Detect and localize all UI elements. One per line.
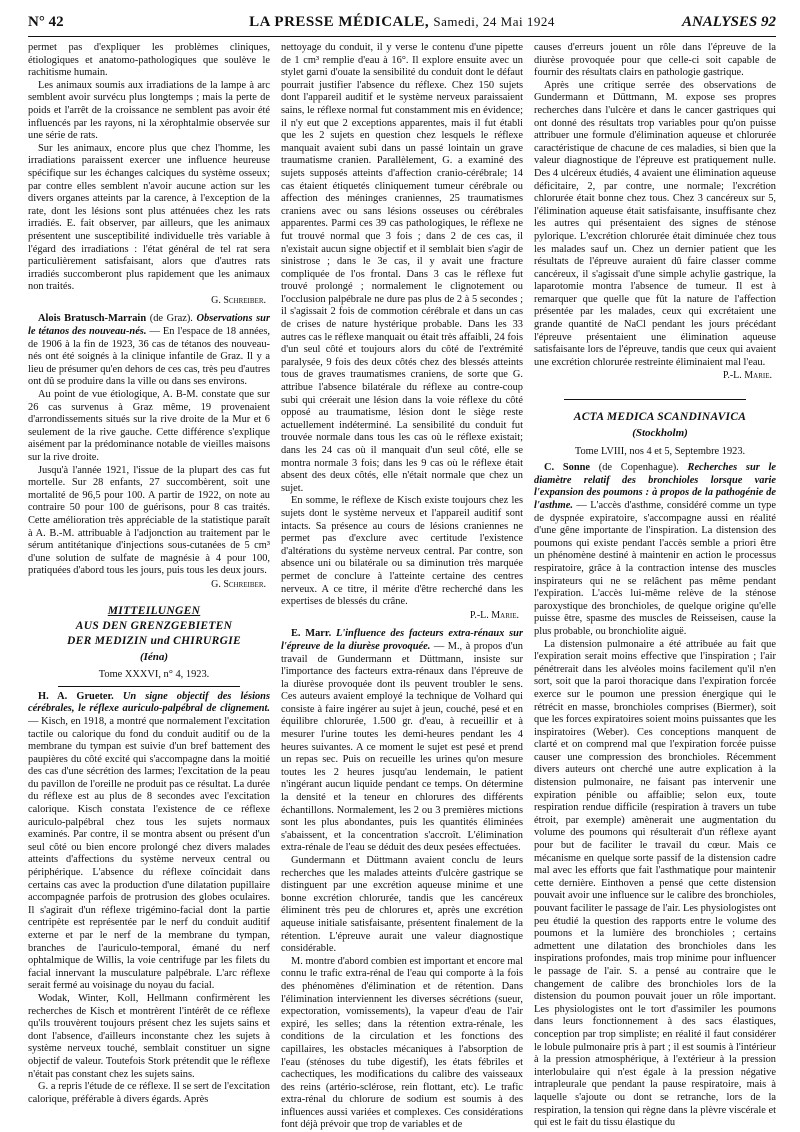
paragraph: causes d'erreurs jouent un rôle dans l'épreuve de la diurèse provoquée pour que celle-ci soit capable de fournir des résultats clairs en pathologie gastrique. <box>534 42 776 79</box>
article-body: — L'accès d'asthme, considéré comme un type de dyspnée expiratoire, s'accompagne aussi en réalité d'une gêne importante de l'inspiration. La distension des poumons qui existe pendant l'accès semble a priori être un phénomène destiné à maintenir en action le processus respiratoire, grâce à la contraction intense des muscles inspirateurs qui ne se relâchent pas même pendant l'expiration. L'accès lui-même relève de la sténose paroxystique des bronchioles, de quelque origine qu'elle puisse être, spasme des muscles de Reisseisen, cause la plus probable, ou bronchiolite aiguë. <box>534 500 776 637</box>
article-title: Observations sur le tétanos des nouveau-nés. <box>28 313 270 338</box>
issue-number: N° 42 <box>28 14 64 30</box>
paragraph: La distension pulmonaire a été attribuée au fait que l'expiration serait moins effective que l'inspiration ; l'air pénétrerait dans les alvéoles moins facilement qu'il n'en sort, soit que la paroi thoracique dans l'expiration forcée exerce sur le poumon une pression énergique qui le rétrécit en masse, bronchioles comprises (Biermer), soit que les forces expiratoires soient moins puissantes que les inspiratoires (Weber). Ces conceptions manquent de clarté et on comprend mal que l'expiration forcée puisse causer une compression des bronchioles. Récemment divers auteurs ont cherché une autre explication à la distension pulmonaire, ne faisant pas intervenir une expiration pénible ou affaiblie; selon eux, toute respiration rendue difficile (respiration à travers un tube étroit, par exemple) amènerait une augmentation du volume des poumons qui résulterait d'un réflexe ayant pour but de faciliter le travail du cœur. Mais ce mécanisme en quelque sorte passif de la distension cadre mal avec les efforts que fait l'asthmatique pour maintenir cette dernière. Einthoven a pensé que cette distension pouvait avoir une influence sur le calibre des bronchioles, pouvant faciliter le passage de l'air. Les physiologistes ont peu étudié la question des rapports entre le volume des poumons et la lumière des bronchioles ; certains admettent une dilatation des bronchioles dans les inspirations profondes, mais trop minime pour influencer le passage de l'air. S. a pensé au contraire que le changement de calibre des bronchioles lors de la distension du poumon pouvait jouer un rôle important. Les physiologistes ont le tort d'assimiler les poumons dans leurs fonctionnement à des sacs élastiques, conception par trop simpliste; en réalité il faut considérer le lobule pulmonaire pris à part ; il est soumis à l'intérieur à la pression atmosphérique, à l'extérieur à la pression interlobulaire qui n'est égale à la pression négative intrapleurale que pendant la pause respiratoire, mais à laquelle s'ajoute ou dont se retranche, lors de la respiration, la tension qui règne dans la plèvre viscérale et qui est le fait du tissu élastique du <box>534 638 776 1129</box>
signature: G. Schreiber. <box>211 578 266 590</box>
journal-city: (Stockholm) <box>632 427 688 440</box>
article-place: (de Graz). <box>146 313 197 325</box>
column-1 <box>28 42 271 1105</box>
paragraph: Gundermann et Düttmann avaient conclu de leurs recherches que les malades atteints d'ulcère gastrique se distinguent par une excrétion aqueuse minime et une bonne excrétion chlorurée, tandis que les cancéreux éliminent très peu de chlorures et, après une excrétion aqueuse initiale satisfaisante, présentent finalement de la rétention. L'épreuve aurait une valeur diagnostique considérable. <box>281 855 523 955</box>
page-number: 92 <box>761 14 776 30</box>
article-marr <box>281 628 523 855</box>
article-sonne <box>534 462 776 638</box>
page-header <box>28 14 776 37</box>
paragraph: Après une critique serrée des observations de Gundermann et Düttmann, M. expose ses propres recherches dans l'ulcère et dans le cancer gastriques qui ont donné des résultats trop variables pour qu'on puisse attribuer une formule d'élimination aqueuse et chlorurée caractéristique de chacune de ces maladies, si bien que la valeur diagnostique de l'épreuve est pratiquement nulle. Des 4 ulcéreux étudiés, 4 avaient une élimination aqueuse déficitaire, 2, par contre, une normale; l'excrétion chlorurée était bonne chez tous. Chez 3 cancéreux sur 5, l'élimination aqueuse était satisfaisante, insuffisante chez les autres qui présentaient des signes de sténose pylorique. L'excrétion chlorurée était diminuée chez tous les malades sauf un. Chez un dernier patient que les résultats de l'épreuve auraient dû faire classer comme cancéreux, il s'agissait d'une simple achylie gastrique, la laparotomie montra l'absence de tumeur. Il est à remarquer que quelle que fût la nature de l'affection présentée par les malades, ceux qui excrétaient une grande quantité de NaCl pendant les jours précédant l'épreuve présentaient une élimination aqueuse satisfaisante lors de l'épreuve, tandis que ceux qui avaient une excrétion chlorurée restreinte éliminaient mal l'eau. <box>534 79 776 368</box>
signature: P.-L. Marie. <box>469 609 519 621</box>
divider <box>58 686 240 687</box>
paragraph: Wodak, Winter, Koll, Hellmann confirmèrent les recherches de Kisch et montrèrent l'intérêt de ce réflexe qu'ils trouvèrent toujours présent chez les sujets sains et dont l'absence, d'ailleurs inconstante chez les sujets à système nerveux touché, semblait constituer un signe objectif de valeur. Toutefois Stork prétendit que le réflexe n'était pas constant chez les sujets sains. <box>28 992 270 1080</box>
divider <box>564 399 746 400</box>
article-place: (de Copenhague). <box>590 462 688 474</box>
paragraph: Les animaux soumis aux irradiations de la lampe à arc semblent avoir survécu plus longtemps ; mais la perte de poids et l'arrêt de la croissance ne semblent pas avoir été influencés par les rayons, ni la xérophtalmie observée sur une série de rats. <box>28 79 270 142</box>
article-bratusch <box>28 313 270 389</box>
article-grueter <box>28 691 270 993</box>
paragraph: M. montre d'abord combien est important et encore mal connu le trafic extra-rénal de l'eau qui comporte à la fois des phénomènes d'élimination et de rétention. Dans l'élimination interviennent les diverses sécrétions (sueur, expectoration, vomissements), la vapeur d'eau de l'air expiré, les selles; dans la rétention extra-rénale, les conditions de la circulation et les fonctions des capillaires, les obstacles mécaniques à l'absorption de l'eau (sténoses du tube digestif), les états fébriles et cachectiques, les modifications du calibre des vaisseaux des reins (artério-sclérose, rein flottant, etc). Le trafic extra-rénal du chlorure de sodium est soumis à des influences aussi variées et complexes. Ces considérations font déjà prévoir que trop de variables et de <box>281 955 523 1131</box>
article-body: — En l'espace de 18 années, de 1906 à la fin de 1923, 36 cas de tétanos des nouveau-nés ont été soignés à la clinique infantile de Graz. Il y a lieu de présumer qu'en dehors de ces cas, très peu d'autres ont dû se produire dans la ville ou dans ses environs. <box>28 326 271 388</box>
column-2 <box>281 42 523 1131</box>
section-label: ANALYSES <box>681 14 758 30</box>
article-body: — Kisch, en 1918, a montré que normalement l'excitation tactile ou calorique du fond du conduit auditif ou de la membrane du tympan est suivie d'un bref battement des paupières du côté excité qui s'accompagne dans la moitié des cas d'une sécrétion des larmes; l'excitation de la peau du pavillon de l'oreille ne produit pas ce résultat. La durée du réflexe est au plus de 8 secondes avec l'excitation calorique. Kisch constata l'existence de ce réflexe auriculo-palpébral chez tous les sujets normaux examinés. Par contre, il se montra absent ou présent d'un seul côté ou bien encore prolongé chez divers malades atteints d'affections du système nerveux central ou périphérique. L'absence du réflexe coïncidait dans certains cas avec la production d'une dilatation pupillaire accompagnée parfois de protrusion des globes oculaires. Il s'agirait d'un réflexe trigémino-facial dont la partie centripète est représentée par le nerf du conduit auditif externe et par le nerf de la membrane du tympan, branches de l'auriculo-temporal, émané du nerf ophtalmique de Willis, la voie centrifuge par les filets du facial innervant la musculature palpébrale. L'arc réflexe serait fermé au voisinage du noyau du facial. <box>28 715 270 992</box>
paragraph: Jusqu'à l'année 1921, l'issue de la plupart des cas fut mortelle. Sur 28 enfants, 27 succombèrent, soit une mortalité de 96,5 pour 100. A partir de 1922, on note au contraire 50 pour 100 de guérisons, pour 8 cas traités. Cette amélioration très appréciable de la statistique paraît à A. B.-M. attribuable à l'adjonction au traitement par le sérum antitétanique d'injections sous-cutanées de 5 cm³ d'une solution de sulfate de magnésie à 4 pour 100, pratiquées d'abord tous les jours, puis tous les deux jours. <box>28 464 270 577</box>
journal-volume: Tome XXXVI, n° 4, 1923. <box>98 669 210 681</box>
paragraph: Sur les animaux, encore plus que chez l'homme, les irradiations paraissent exercer une influence heureuse spécifique sur les échanges calciques du système osseux; par contre elles semblent n'avoir aucune action sur les divers organes atteints par la carence, à l'exception de la rate, dont les lésions sont plus atténuées chez les rats irradiés. E. fait observer, par ailleurs, que les animaux présentent une susceptibilité individuelle très variable à l'égard des irradiations : l'état général de tel rat sera particulièrement satisfaisant, alors que d'autres rats irradiés succomberont plus rapidement que les animaux non traités. <box>28 142 270 293</box>
journal-line <box>28 14 776 31</box>
paragraph: G. a repris l'étude de ce réflexe. Il se sert de l'excitation calorique, préférable à divers égards. Après <box>28 1081 270 1105</box>
journal-volume: Tome LVIII, nos 4 et 5, Septembre 1923. <box>574 445 746 457</box>
article-author: H. A. Grueter. <box>38 690 114 702</box>
journal-city: (Iéna) <box>139 650 169 663</box>
paragraph: Au point de vue étiologique, A. B-M. constate que sur 26 cas survenus à Graz même, 19 provenaient d'arrondissements situés sur la rive droite de la Mur et 6 seulement de la rive gauche. Cette différence s'explique aisément par la prédominance notable de vieilles maisons sur la rive droite. <box>28 389 270 463</box>
paragraph: En somme, le réflexe de Kisch existe toujours chez les sujets dont le système nerveux et l'appareil auditif sont intacts. Sa présence au cours de lésions craniennes ne permet pas d'exclure avec certitude l'existence d'altérations du système nerveux central. Par contre, son absence uni ou bilatérale ou sa diminution très marquée permet de conclure à l'atteinte certaine des centres nerveux. A ce titre, il mérite d'être recherché dans les expertises de blessés du crâne. <box>281 495 523 608</box>
signature: G. Schreiber. <box>211 294 266 306</box>
journal-section-title: AUS DEN GRENZGEBIETEN <box>75 619 233 632</box>
article-title: Recherches sur le diamètre relatif des bronchioles lorsque varie l'expansion des poumons : à propos de la pathogénie de l'asthme. <box>534 462 777 511</box>
article-title: L'influence des facteurs extra-rénaux sur l'épreuve de la diurèse provoquée. <box>281 628 523 652</box>
column-3 <box>534 42 777 1129</box>
paragraph: nettoyage du conduit, il y verse le contenu d'une pipette de 1 cm³ remplie d'eau à 16°. Il explore ensuite avec un stylet garni d'ouate la sensibilité du conduit dont le défaut pourrait justifier l'absence du réflexe. Chez 150 sujets dont l'appareil auditif et le système nerveux paraissaient sains, le réflexe normal fut constamment mis en évidence; il n'y eut que 2 exceptions apparentes, mais il fut établi que les 2 sujets en question chez lesquels le réflexe manquait avaient subi dans un passé lointain un grave traumatisme cranien. Parallèlement, G. a examiné des sujets supposés atteints d'affection cranio-cérébrale; 14 cas étaient étiquetés cliniquement tumeur cérébrale ou affection des méninges craniennes, 25 traumatismes craniens avec ou sans lésions osseuses ou cérébrales apparentes. Parmi ces 39 cas pathologiques, le réflexe ne fut trouvé normal que 3 fois ; dans 2 de ces cas, il n'existait aucun signe objectif et il semblait bien s'agir de sinistrose ; dans le 3e cas, il y avait une fracture compliquée de l'os frontal. Dans 3 cas le réflexe fut trouvé prolongé ; normalement le clignotement ou l'occlusion palpébrale ne dure pas plus de 2 à 5 secondes ; il s'agissait 2 fois de commotion cérébrale et dans un cas de crises de nature hystérique probable. Dans les 33 autres cas le réflexe manquait ou était très affaibli, 24 fois d'un seul côté et toujours alors du côté de l'extrémité paralysée, 9 fois des deux côtés chez des blessés atteints tous de graves traumatismes craniens, de sorte que G. attribue l'absence bilatérale du réflexe au contre-coup subi qui créerait une lésion dans la voie réflexe du côté opposé au traumatisme, lésion dont le siège reste actuellement indéterminé. La sensibilité du conduit fut trouvée normale dans tous les cas où le réflexe existait; dans les 24 cas où il manquait d'un seul côté, elle se montra normale 3 fois; dans les 9 cas où le réflexe était absent des deux côtés, elle n'était normale que chez un sujet. <box>281 42 523 494</box>
journal-section-title: MITTEILUNGEN <box>107 604 201 617</box>
article-author: C. Sonne <box>544 462 590 474</box>
signature: P.-L. Marie. <box>722 370 772 382</box>
journal-section-title: DER MEDIZIN und CHIRURGIE <box>67 634 241 647</box>
journal-section-title: ACTA MEDICA SCANDINAVICA <box>573 411 747 424</box>
article-author: Alois Bratusch-Marrain <box>38 313 147 325</box>
article-columns <box>28 42 777 1131</box>
journal-title: LA PRESSE MÉDICALE, <box>249 14 430 30</box>
paragraph: permet pas d'expliquer les problèmes cliniques, étiologiques et anatomo-pathologiques que soulève le rachitisme humain. <box>28 42 270 79</box>
section-and-page <box>682 14 776 31</box>
article-author: E. Marr. <box>291 628 332 640</box>
article-body: — M., à propos d'un travail de Gundermann et Düttmann, insiste sur l'importance des facteurs extra-rénaux dans l'épreuve de la diurèse provoquée dont ils peuvent troubler le sens. Ces auteurs avaient employé la technique de Volhard qui consiste à faire ingérer au sujet à jeun, couché, pesé et en équilibre chlorurée, 1.500 gr. d'eau, à recueillir et à mesurer l'urine toutes les demi-heures pendant les 4 heures suivantes. A ce moment le sujet est pesé et prend un repas sec. Puis on recueille les urines qu'on mesure toutes les 2 heures jusqu'au lendemain, le patient n'ingérant aucun liquide pendant ce temps. On détermine la densité et la teneur en chlorures des différents échantillons. Normalement, les 2 ou 3 premières mictions sont les plus abondantes, puis les quantités éliminées s'abaissent, et la concentration s'accroît. L'élimination extra-rénale de l'eau se déduit des deux pesées effectuées. <box>281 640 523 854</box>
article-title: Un signe objectif des lésions cérébrales, le réflexe auriculo-palpébral de clignement. <box>28 690 270 715</box>
issue-date: Samedi, 24 Mai 1924 <box>433 14 555 29</box>
